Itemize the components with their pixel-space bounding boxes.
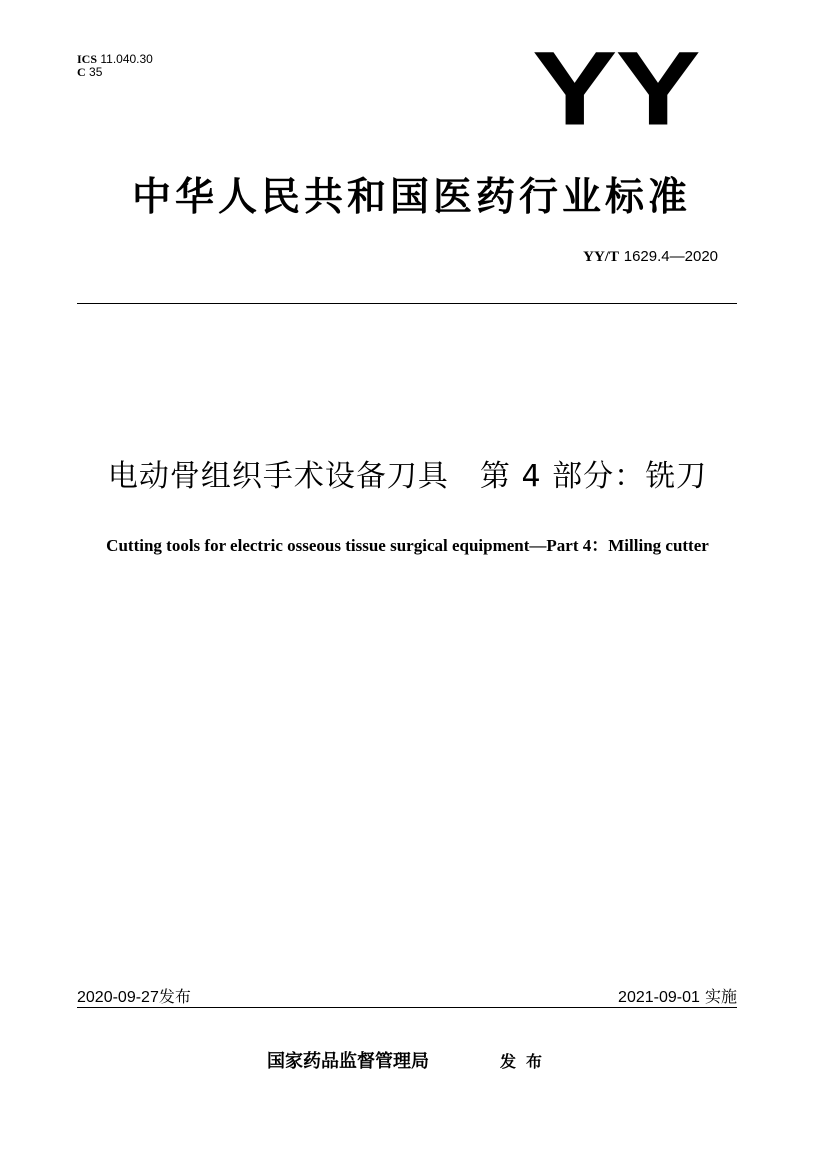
document-title-english: Cutting tools for electric osseous tissue surgical equipment—Part 4：Milling cutter [106, 536, 709, 555]
standard-title: 中华人民共和国医药行业标准 [131, 175, 691, 220]
ccs-label: C [77, 65, 86, 79]
issue-label: 发布 [158, 987, 191, 1006]
implement-date: 2021-09-01 [618, 989, 700, 1006]
issuer-action: 发布 [500, 1052, 553, 1071]
classification-block [77, 53, 153, 79]
standard-logo: YY [532, 29, 699, 148]
implement-date-line [618, 984, 737, 1007]
top-divider [77, 303, 737, 304]
ccs-code: 35 [89, 65, 103, 79]
ics-label: ICS [77, 52, 98, 66]
issue-date: 2020-09-27 [77, 989, 159, 1006]
bottom-divider [77, 1007, 737, 1008]
issuer-name: 国家药品监督管理局 [267, 1051, 429, 1072]
implement-label: 实施 [704, 987, 737, 1006]
issue-date-line [77, 984, 191, 1007]
document-title-chinese: 电动骨组织手术设备刀具 第 4 部分：铣刀 [107, 459, 708, 494]
standard-code-prefix: YY/T [583, 249, 619, 265]
ccs-line [77, 66, 153, 79]
standard-code-number: 1629.4—2020 [623, 248, 718, 265]
standard-code [583, 247, 718, 266]
ics-code: 11.040.30 [100, 52, 153, 66]
